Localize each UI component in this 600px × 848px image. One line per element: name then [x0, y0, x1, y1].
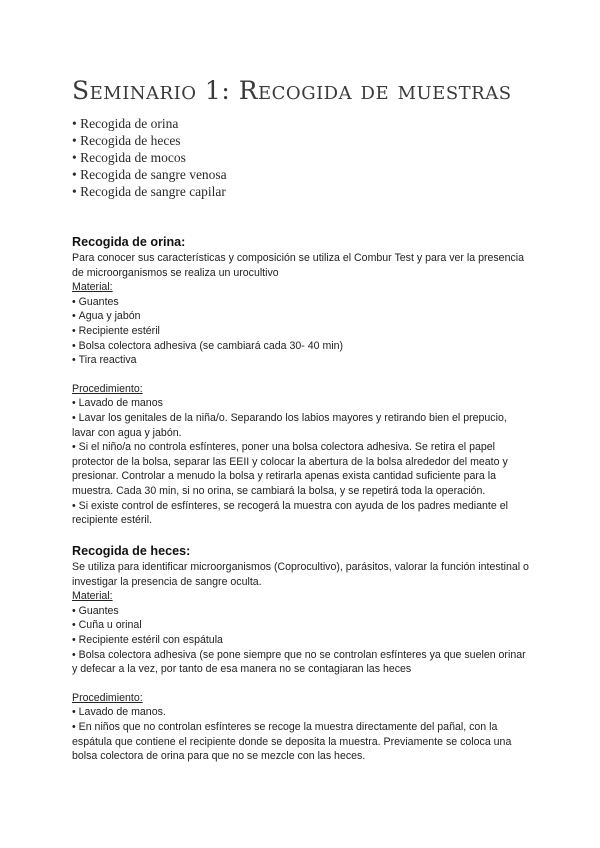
list-item: • En niños que no controlan esfínteres se recoge la muestra directamente del pañal, con la espátula que contiene el recipiente donde se deposita la muestra. Previamente se coloca una bolsa colectora de orina para que no se mezcle con las heces.: [72, 720, 532, 764]
list-item: • Lavado de manos.: [72, 705, 532, 720]
toc-item-heces: • Recogida de heces: [72, 132, 227, 149]
list-item: • Agua y jabón: [72, 309, 532, 324]
table-of-contents: [72, 115, 227, 200]
section-intro-heces: Se utiliza para identificar microorganismos (Coprocultivo), parásitos, valorar la función intestinal o investigar la presencia de sangre oculta.: [72, 561, 529, 588]
list-item: • Recipiente estéril: [72, 324, 532, 339]
list-item: • Lavado de manos: [72, 396, 532, 411]
page-title: Seminario 1: Recogida de muestras: [72, 76, 512, 105]
toc-item-orina: • Recogida de orina: [72, 115, 227, 132]
list-item: • Cuña u orinal: [72, 618, 532, 633]
section-orina: [72, 234, 532, 528]
list-item: • Recipiente estéril con espátula: [72, 633, 532, 648]
material-label: Material:: [72, 590, 113, 603]
list-item: • Guantes: [72, 295, 532, 310]
material-list: [72, 295, 532, 368]
section-heading-heces: Recogida de heces:: [72, 544, 191, 558]
procedure-list: [72, 705, 532, 763]
toc-item-sangre-venosa: • Recogida de sangre venosa: [72, 166, 227, 183]
toc-item-mocos: • Recogida de mocos: [72, 149, 227, 166]
list-item: • Si el niño/a no controla esfínteres, poner una bolsa colectora adhesiva. Se retira el papel protector de la bolsa, separar las EEII y colocar la abertura de la bolsa alrededor del meato y presionar. Controlar a menudo la bolsa y retirarla apenas exista cantidad suficiente para la muestra. Cada 30 min, si no orina, se cambiará la bolsa, y se repetirá toda la operación.: [72, 440, 532, 498]
list-item: • Guantes: [72, 604, 532, 619]
list-item: • Lavar los genitales de la niña/o. Separando los labios mayores y retirando bien el prepucio, lavar con agua y jabón.: [72, 411, 532, 440]
material-list: [72, 604, 532, 677]
list-item: • Bolsa colectora adhesiva (se pone siempre que no se controlan esfínteres ya que suelen orinar y defecar a la vez, por tanto de esa manera no se contagiaran las heces: [72, 648, 532, 677]
procedure-label: Procedimiento:: [72, 691, 143, 704]
list-item: • Si existe control de esfínteres, se recogerá la muestra con ayuda de los padres mediante el recipiente estéril.: [72, 499, 532, 528]
section-intro-orina: Para conocer sus características y composición se utiliza el Combur Test y para ver la presencia de microorganismos se realiza un urocultivo: [72, 252, 524, 279]
section-heading-orina: Recogida de orina:: [72, 235, 186, 249]
procedure-label: Procedimiento:: [72, 382, 143, 395]
list-item: • Bolsa colectora adhesiva (se cambiará cada 30- 40 min): [72, 339, 532, 354]
list-item: • Tira reactiva: [72, 353, 532, 368]
material-label: Material:: [72, 281, 113, 294]
section-heces: [72, 543, 532, 764]
procedure-list: [72, 396, 532, 527]
toc-item-sangre-capilar: • Recogida de sangre capilar: [72, 183, 227, 200]
